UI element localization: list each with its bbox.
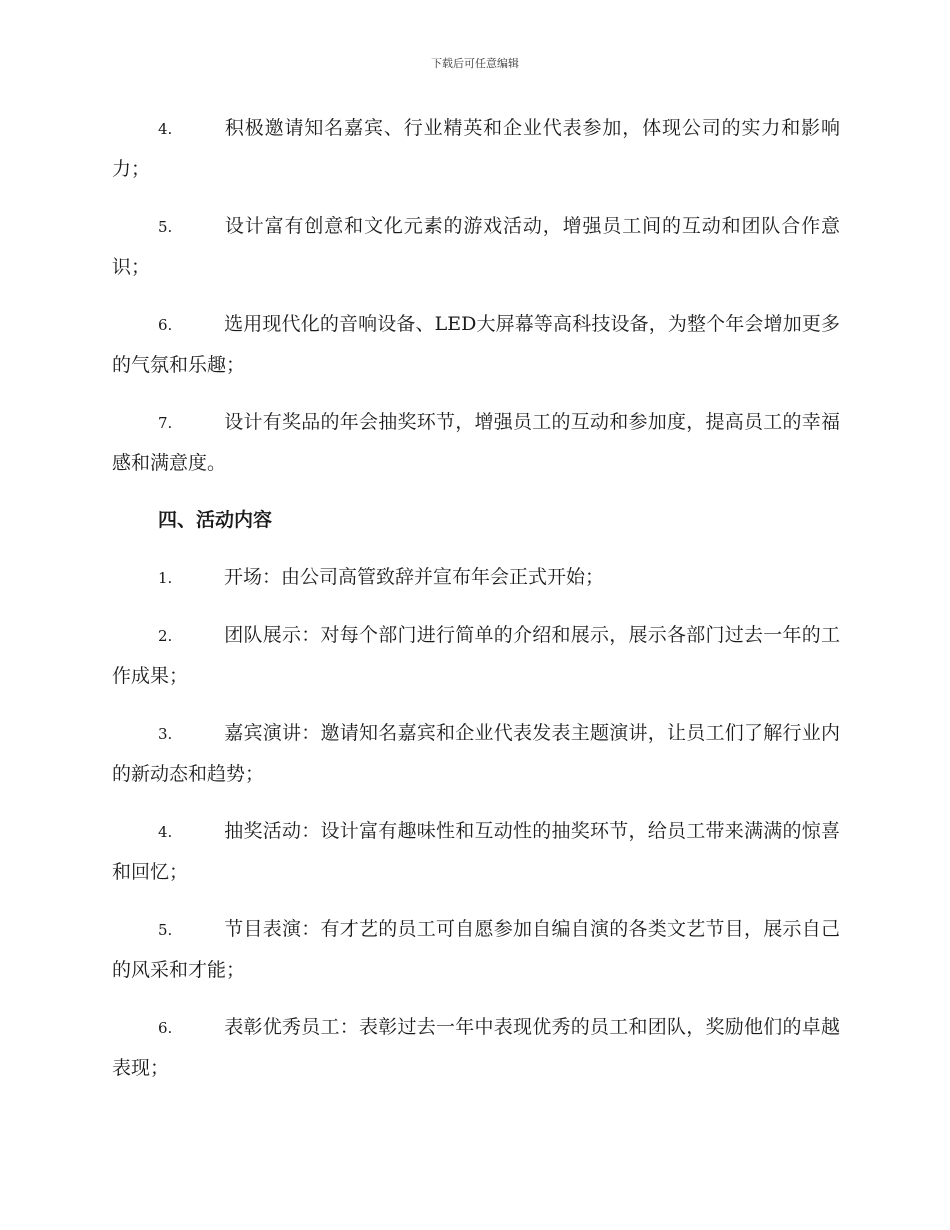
- list-item: [112, 811, 840, 892]
- list-item-text: 嘉宾演讲：邀请知名嘉宾和企业代表发表主题演讲，让员工们了解行业内的新动态和趋势；: [112, 722, 840, 785]
- list-item-number: 3.: [158, 725, 173, 743]
- list-item-number: 7.: [158, 414, 173, 432]
- list-item: [112, 206, 840, 287]
- section-heading: 四、活动内容: [158, 509, 273, 531]
- list-item-number: 6.: [158, 316, 173, 334]
- list-item: [112, 713, 840, 794]
- list-item: [112, 615, 840, 696]
- list-item-text: 团队展示：对每个部门进行简单的介绍和展示，展示各部门过去一年的工作成果；: [112, 624, 840, 687]
- list-item-number: 4.: [158, 120, 173, 138]
- list-item-number: 6.: [158, 1019, 173, 1037]
- list-item-number: 4.: [158, 823, 173, 841]
- list-item-text: 设计有奖品的年会抽奖环节，增强员工的互动和参加度，提高员工的幸福感和满意度。: [112, 411, 840, 474]
- list-item-text: 设计富有创意和文化元素的游戏活动，增强员工间的互动和团队合作意识；: [112, 215, 840, 278]
- list-item-text: 开场：由公司高管致辞并宣布年会正式开始；: [224, 566, 605, 588]
- document-body: [112, 108, 840, 1105]
- page-header: 下载后可任意编辑: [431, 57, 519, 70]
- list-item-number: 2.: [158, 627, 173, 645]
- list-item: [112, 402, 840, 483]
- list-item-text: 表彰优秀员工：表彰过去一年中表现优秀的员工和团队，奖励他们的卓越表现；: [112, 1016, 840, 1079]
- list-item-text: 抽奖活动：设计富有趣味性和互动性的抽奖环节，给员工带来满满的惊喜和回忆；: [112, 820, 840, 883]
- list-item: [112, 1007, 840, 1088]
- list-item-number: 5.: [158, 218, 173, 236]
- list-item-text: 选用现代化的音响设备、LED大屏幕等高科技设备，为整个年会增加更多的气氛和乐趣；: [112, 313, 840, 376]
- list-item-text: 积极邀请知名嘉宾、行业精英和企业代表参加，体现公司的实力和影响力；: [112, 117, 840, 180]
- list-item-text: 节目表演：有才艺的员工可自愿参加自编自演的各类文艺节目，展示自己的风采和才能；: [112, 918, 840, 981]
- list-item: [112, 108, 840, 189]
- list-item: [112, 557, 840, 598]
- list-item: [112, 304, 840, 385]
- list-item: [112, 909, 840, 990]
- list-item-number: 5.: [158, 921, 173, 939]
- list-item-number: 1.: [158, 569, 173, 587]
